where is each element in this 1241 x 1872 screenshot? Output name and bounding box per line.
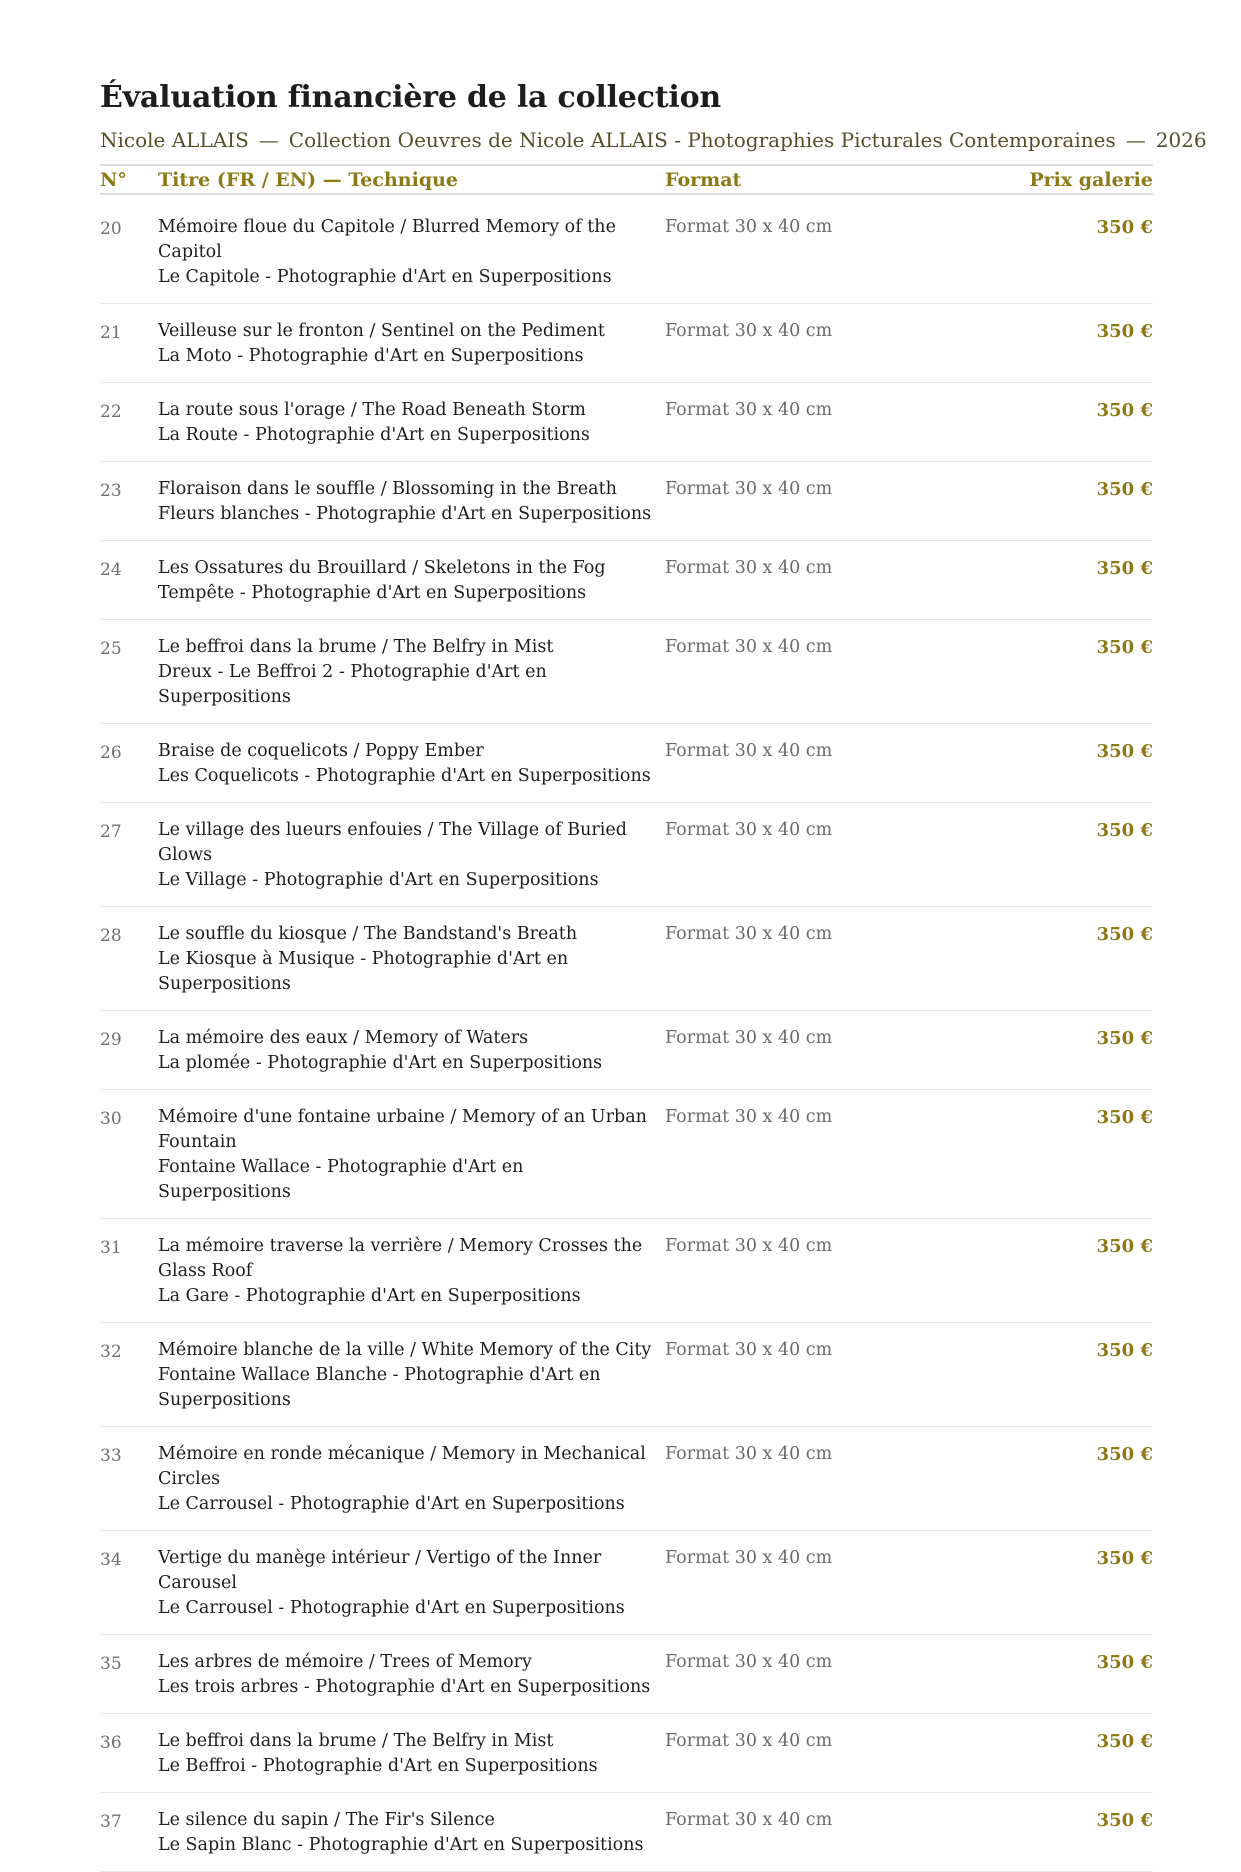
artwork-technique: Le Beffroi - Photographie d'Art en Superpositions (158, 1756, 598, 1776)
artwork-technique: Le Kiosque à Musique - Photographie d'Art en Superpositions (158, 949, 569, 994)
table-row (100, 803, 1153, 907)
page-title: Évaluation financière de la collection (100, 80, 722, 115)
row-title-cell (158, 907, 665, 1011)
row-title-cell (158, 1219, 665, 1323)
row-title-cell (158, 1714, 665, 1793)
gallery-price: 350 € (965, 724, 1153, 803)
artwork-format: Format 30 x 40 cm (665, 462, 965, 541)
row-number: 23 (100, 462, 158, 541)
row-title-cell (158, 1635, 665, 1714)
row-number: 32 (100, 1323, 158, 1427)
row-number: 33 (100, 1427, 158, 1531)
row-number: 29 (100, 1011, 158, 1090)
row-title-cell (158, 803, 665, 907)
table-row (100, 907, 1153, 1011)
artwork-title: Le beffroi dans la brume / The Belfry in Mist (158, 637, 554, 657)
artwork-format: Format 30 x 40 cm (665, 1635, 965, 1714)
table-row (100, 1427, 1153, 1531)
document-page (100, 78, 1207, 1872)
collection-name: Collection Oeuvres de Nicole ALLAIS - Photographies Picturales Contemporaines (288, 128, 1116, 152)
artist-name: Nicole ALLAIS (100, 128, 249, 152)
row-number: 31 (100, 1219, 158, 1323)
artwork-title: Les arbres de mémoire / Trees of Memory (158, 1652, 532, 1672)
artwork-title: Mémoire d'une fontaine urbaine / Memory of an Urban Fountain (158, 1107, 647, 1152)
artwork-title: Mémoire en ronde mécanique / Memory in Mechanical Circles (158, 1444, 646, 1489)
column-header-price: Prix galerie (965, 165, 1153, 194)
artwork-technique: Les Coquelicots - Photographie d'Art en Superpositions (158, 766, 651, 786)
artwork-title: Le village des lueurs enfouies / The Village of Buried Glows (158, 820, 627, 865)
artwork-format: Format 30 x 40 cm (665, 1793, 965, 1872)
row-number: 25 (100, 620, 158, 724)
artwork-format: Format 30 x 40 cm (665, 907, 965, 1011)
row-title-cell (158, 194, 665, 304)
row-number: 27 (100, 803, 158, 907)
row-number: 21 (100, 304, 158, 383)
table-row (100, 724, 1153, 803)
row-number: 37 (100, 1793, 158, 1872)
table-row (100, 1714, 1153, 1793)
artwork-technique: Le Capitole - Photographie d'Art en Superpositions (158, 267, 612, 287)
table-row (100, 1531, 1153, 1635)
column-header-title: Titre (FR / EN) — Technique (158, 165, 665, 194)
artwork-technique: La Moto - Photographie d'Art en Superpositions (158, 346, 584, 366)
artwork-title: La route sous l'orage / The Road Beneath Storm (158, 400, 586, 420)
gallery-price: 350 € (965, 462, 1153, 541)
row-title-cell (158, 1531, 665, 1635)
table-row (100, 1090, 1153, 1219)
gallery-price: 350 € (965, 1323, 1153, 1427)
row-number: 30 (100, 1090, 158, 1219)
artwork-technique: Le Village - Photographie d'Art en Superpositions (158, 870, 599, 890)
gallery-price: 350 € (965, 304, 1153, 383)
row-title-cell (158, 724, 665, 803)
gallery-price: 350 € (965, 194, 1153, 304)
artwork-title: Le beffroi dans la brume / The Belfry in Mist (158, 1731, 554, 1751)
artwork-format: Format 30 x 40 cm (665, 1323, 965, 1427)
table-row (100, 194, 1153, 304)
artwork-technique: La Gare - Photographie d'Art en Superpositions (158, 1286, 581, 1306)
artwork-title: Le souffle du kiosque / The Bandstand's Breath (158, 924, 578, 944)
artwork-format: Format 30 x 40 cm (665, 1219, 965, 1323)
table-row (100, 1793, 1153, 1872)
artwork-format: Format 30 x 40 cm (665, 724, 965, 803)
row-title-cell (158, 1323, 665, 1427)
artwork-technique: Les trois arbres - Photographie d'Art en Superpositions (158, 1677, 651, 1697)
artwork-title: La mémoire traverse la verrière / Memory Crosses the Glass Roof (158, 1236, 643, 1281)
artwork-technique: Fleurs blanches - Photographie d'Art en Superpositions (158, 504, 652, 524)
artwork-title: Braise de coquelicots / Poppy Ember (158, 741, 484, 761)
table-row (100, 1323, 1153, 1427)
artwork-title: Floraison dans le souffle / Blossoming in the Breath (158, 479, 617, 499)
gallery-price: 350 € (965, 803, 1153, 907)
gallery-price: 350 € (965, 1531, 1153, 1635)
artwork-format: Format 30 x 40 cm (665, 541, 965, 620)
artwork-title: La mémoire des eaux / Memory of Waters (158, 1028, 529, 1048)
row-number: 34 (100, 1531, 158, 1635)
gallery-price: 350 € (965, 907, 1153, 1011)
table-row (100, 541, 1153, 620)
gallery-price: 350 € (965, 1714, 1153, 1793)
row-number: 22 (100, 383, 158, 462)
row-number: 36 (100, 1714, 158, 1793)
gallery-price: 350 € (965, 383, 1153, 462)
artwork-technique: Dreux - Le Beffroi 2 - Photographie d'Art en Superpositions (158, 662, 547, 707)
row-number: 28 (100, 907, 158, 1011)
row-title-cell (158, 541, 665, 620)
gallery-price: 350 € (965, 1793, 1153, 1872)
table-row (100, 462, 1153, 541)
artwork-format: Format 30 x 40 cm (665, 620, 965, 724)
artwork-format: Format 30 x 40 cm (665, 1011, 965, 1090)
row-title-cell (158, 1090, 665, 1219)
row-title-cell (158, 1793, 665, 1872)
artwork-technique: Fontaine Wallace Blanche - Photographie d'Art en Superpositions (158, 1365, 601, 1410)
artwork-title: Le silence du sapin / The Fir's Silence (158, 1810, 495, 1830)
row-number: 24 (100, 541, 158, 620)
row-number: 20 (100, 194, 158, 304)
row-title-cell (158, 462, 665, 541)
artwork-format: Format 30 x 40 cm (665, 1090, 965, 1219)
artwork-technique: Le Carrousel - Photographie d'Art en Superpositions (158, 1598, 625, 1618)
artwork-title: Les Ossatures du Brouillard / Skeletons in the Fog (158, 558, 606, 578)
row-title-cell (158, 383, 665, 462)
table-body (100, 194, 1153, 1872)
artwork-title: Vertige du manège intérieur / Vertigo of the Inner Carousel (158, 1548, 602, 1593)
table-row (100, 304, 1153, 383)
row-number: 35 (100, 1635, 158, 1714)
subtitle-separator: — (1125, 128, 1146, 152)
artwork-technique: La Route - Photographie d'Art en Superpositions (158, 425, 590, 445)
artwork-format: Format 30 x 40 cm (665, 194, 965, 304)
artwork-format: Format 30 x 40 cm (665, 304, 965, 383)
artwork-title: Mémoire blanche de la ville / White Memory of the City (158, 1340, 652, 1360)
artwork-technique: La plomée - Photographie d'Art en Superpositions (158, 1053, 603, 1073)
gallery-price: 350 € (965, 1011, 1153, 1090)
gallery-price: 350 € (965, 1090, 1153, 1219)
row-title-cell (158, 1427, 665, 1531)
column-header-num: N° (100, 165, 158, 194)
table-row (100, 1011, 1153, 1090)
valuation-table (100, 164, 1153, 1872)
artwork-technique: Fontaine Wallace - Photographie d'Art en Superpositions (158, 1157, 524, 1202)
row-title-cell (158, 304, 665, 383)
table-row (100, 1635, 1153, 1714)
row-title-cell (158, 620, 665, 724)
column-header-format: Format (665, 165, 965, 194)
artwork-technique: Le Sapin Blanc - Photographie d'Art en Superpositions (158, 1835, 644, 1855)
row-title-cell (158, 1011, 665, 1090)
page-subtitle (100, 126, 1207, 154)
subtitle-separator: — (258, 128, 279, 152)
artwork-format: Format 30 x 40 cm (665, 1531, 965, 1635)
collection-year: 2026 (1155, 128, 1207, 152)
gallery-price: 350 € (965, 1635, 1153, 1714)
artwork-title: Veilleuse sur le fronton / Sentinel on the Pediment (158, 321, 605, 341)
artwork-title: Mémoire floue du Capitole / Blurred Memory of the Capitol (158, 217, 616, 262)
artwork-technique: Tempête - Photographie d'Art en Superpositions (158, 583, 587, 603)
artwork-technique: Le Carrousel - Photographie d'Art en Superpositions (158, 1494, 625, 1514)
table-row (100, 1219, 1153, 1323)
gallery-price: 350 € (965, 541, 1153, 620)
artwork-format: Format 30 x 40 cm (665, 803, 965, 907)
gallery-price: 350 € (965, 1219, 1153, 1323)
gallery-price: 350 € (965, 620, 1153, 724)
table-row (100, 620, 1153, 724)
gallery-price: 350 € (965, 1427, 1153, 1531)
artwork-format: Format 30 x 40 cm (665, 1427, 965, 1531)
table-header-row (100, 165, 1153, 194)
row-number: 26 (100, 724, 158, 803)
artwork-format: Format 30 x 40 cm (665, 1714, 965, 1793)
artwork-format: Format 30 x 40 cm (665, 383, 965, 462)
table-row (100, 383, 1153, 462)
